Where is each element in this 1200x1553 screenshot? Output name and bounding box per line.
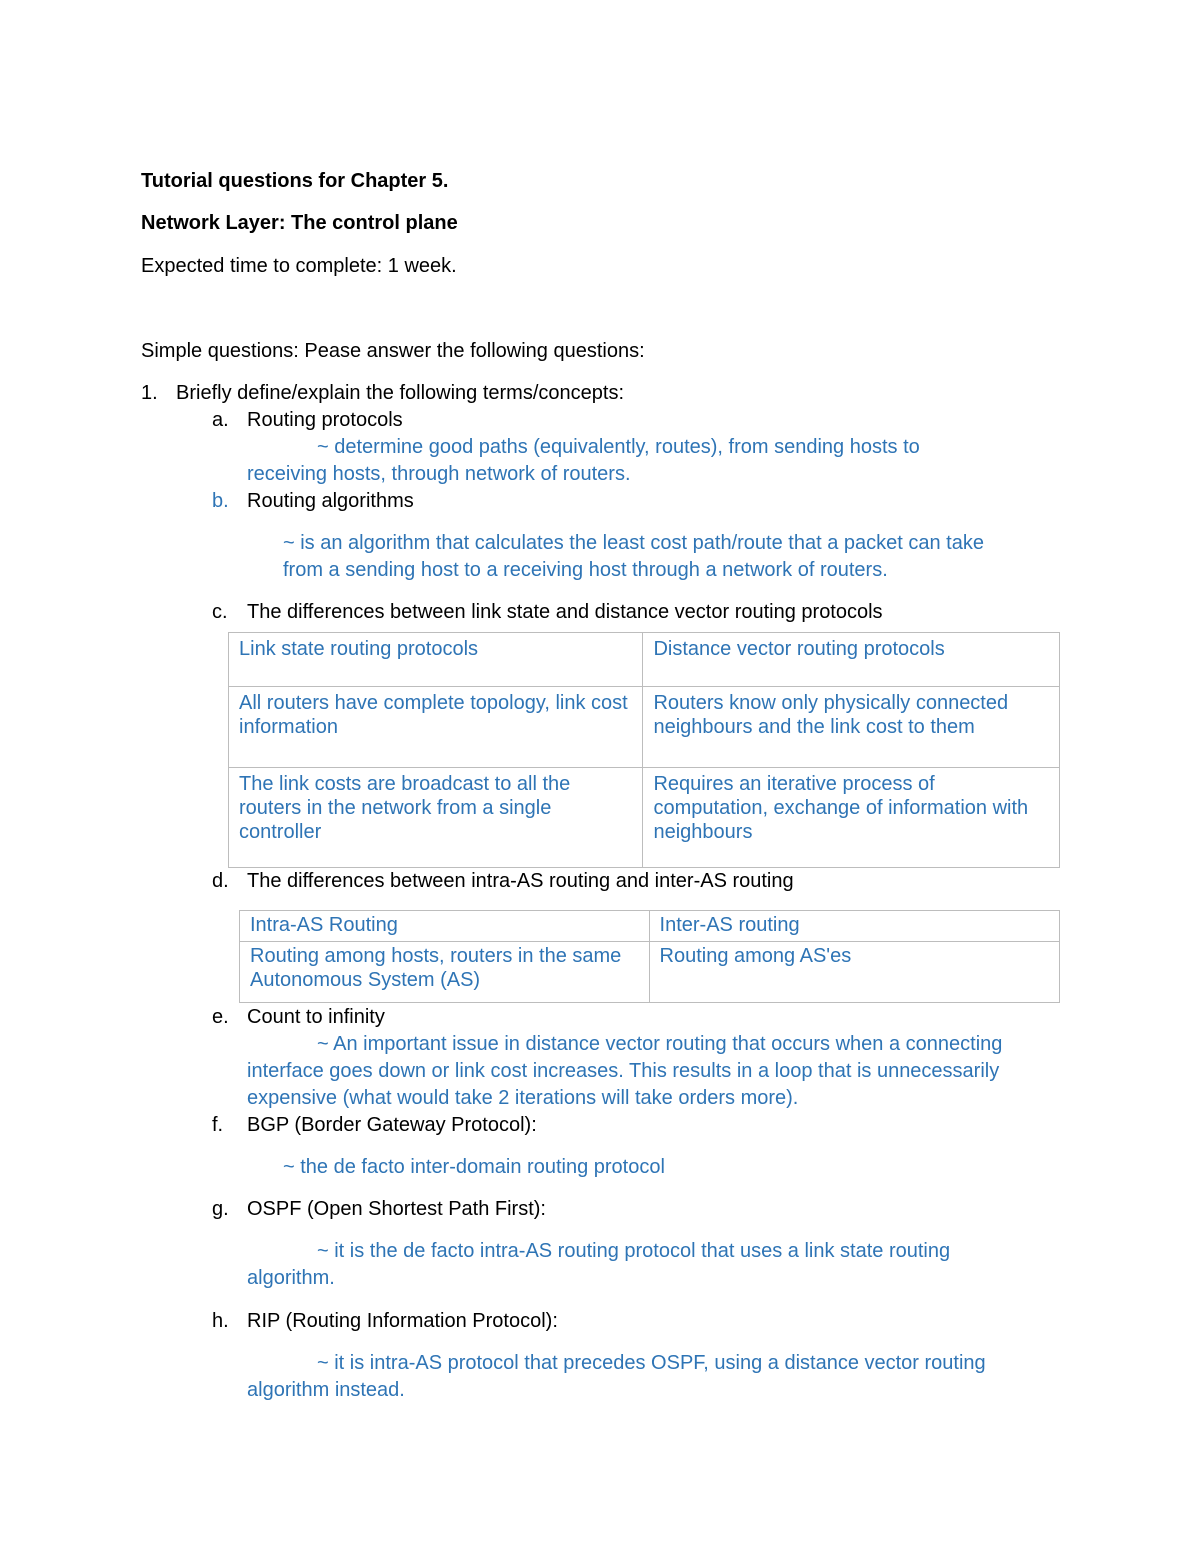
item-e-answer-line-3: expensive (what would take 2 iterations will take orders more). bbox=[247, 1087, 799, 1109]
page-title: Tutorial questions for Chapter 5. bbox=[141, 170, 449, 192]
table-cell: Routing among AS'es bbox=[649, 942, 1059, 1003]
item-f-answer-line-1: ~ the de facto inter-domain routing protocol bbox=[283, 1156, 665, 1178]
table-cell: Inter-AS routing bbox=[649, 911, 1059, 942]
item-b-label: Routing algorithms bbox=[247, 490, 414, 512]
item-h-answer-line-1: ~ it is intra-AS protocol that precedes OSPF, using a distance vector routing bbox=[317, 1352, 986, 1374]
item-b-marker: b. bbox=[212, 490, 229, 512]
table-cell: Requires an iterative process of computation, exchange of information with neighbours bbox=[643, 768, 1060, 868]
item-g-answer-line-1: ~ it is the de facto intra-AS routing protocol that uses a link state routing bbox=[317, 1240, 951, 1262]
item-h-marker: h. bbox=[212, 1310, 229, 1332]
item-g-label: OSPF (Open Shortest Path First): bbox=[247, 1198, 546, 1220]
table-row bbox=[240, 942, 1060, 1003]
item-c-label: The differences between link state and distance vector routing protocols bbox=[247, 601, 883, 623]
expected-time: Expected time to complete: 1 week. bbox=[141, 255, 457, 277]
table-cell: Routing among hosts, routers in the same Autonomous System (AS) bbox=[240, 942, 650, 1003]
item-d-marker: d. bbox=[212, 870, 229, 892]
table-cell: Distance vector routing protocols bbox=[643, 633, 1060, 687]
table-cell: Intra-AS Routing bbox=[240, 911, 650, 942]
table-cell: All routers have complete topology, link cost information bbox=[229, 687, 643, 768]
item-e-marker: e. bbox=[212, 1006, 229, 1028]
intra-vs-inter-as-table bbox=[239, 910, 1060, 1003]
item-e-answer-line-1: ~ An important issue in distance vector routing that occurs when a connecting bbox=[317, 1033, 1003, 1055]
table-row bbox=[229, 633, 1060, 687]
q1-number: 1. bbox=[141, 382, 158, 404]
item-a-answer-line-2: receiving hosts, through network of routers. bbox=[247, 463, 631, 485]
item-b-answer-line-1: ~ is an algorithm that calculates the least cost path/route that a packet can take bbox=[283, 532, 984, 554]
item-a-label: Routing protocols bbox=[247, 409, 403, 431]
item-f-marker: f. bbox=[212, 1114, 224, 1136]
q1-text: Briefly define/explain the following terms/concepts: bbox=[176, 382, 625, 404]
table-row bbox=[229, 768, 1060, 868]
item-a-marker: a. bbox=[212, 409, 229, 431]
page-subtitle: Network Layer: The control plane bbox=[141, 212, 458, 234]
table-row bbox=[240, 911, 1060, 942]
intro-text: Simple questions: Pease answer the following questions: bbox=[141, 340, 645, 362]
item-g-answer-line-2: algorithm. bbox=[247, 1267, 335, 1289]
item-e-label: Count to infinity bbox=[247, 1006, 385, 1028]
item-h-answer-line-2: algorithm instead. bbox=[247, 1379, 405, 1401]
item-b-answer-line-2: from a sending host to a receiving host through a network of routers. bbox=[283, 559, 888, 581]
item-c-marker: c. bbox=[212, 601, 228, 623]
item-h-label: RIP (Routing Information Protocol): bbox=[247, 1310, 558, 1332]
table-cell: Link state routing protocols bbox=[229, 633, 643, 687]
item-d-label: The differences between intra-AS routing and inter-AS routing bbox=[247, 870, 794, 892]
item-a-answer-line-1: ~ determine good paths (equivalently, routes), from sending hosts to bbox=[317, 436, 920, 458]
table-cell: Routers know only physically connected neighbours and the link cost to them bbox=[643, 687, 1060, 768]
item-f-label: BGP (Border Gateway Protocol): bbox=[247, 1114, 537, 1136]
item-e-answer-line-2: interface goes down or link cost increases. This results in a loop that is unnecessarily bbox=[247, 1060, 1000, 1082]
table-row bbox=[229, 687, 1060, 768]
table-cell: The link costs are broadcast to all the routers in the network from a single controller bbox=[229, 768, 643, 868]
item-g-marker: g. bbox=[212, 1198, 229, 1220]
link-state-vs-distance-vector-table bbox=[228, 632, 1060, 868]
